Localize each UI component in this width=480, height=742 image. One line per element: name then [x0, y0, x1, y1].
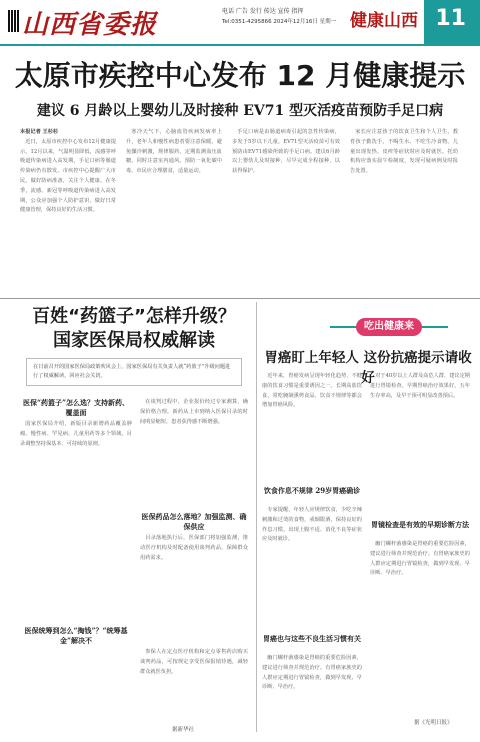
article1-col4 [350, 128, 458, 296]
article2-title-line2: 国家医保局权威解读 [53, 330, 215, 351]
article3-col3 [262, 654, 362, 724]
article1-col1 [20, 128, 116, 296]
article3-title: 胃癌盯上年轻人 这份抗癌提示请收好 [264, 350, 472, 386]
article3-col4a [370, 372, 470, 514]
article1-text4: 家长应注意孩子的饮食卫生和个人卫生，教育孩子勤洗手，不喝生水、不吃生冷食物。儿童出现发热、皮疹等症状时应及时就医。托幼机构应落实晨午检制度，发现可疑病例及时报告处置。 [350, 129, 458, 175]
column-divider [256, 302, 257, 732]
tag-label: 吃出健康来 [356, 318, 422, 336]
article2-editor-note: 在日前召开的国家医保局政策吹风会上，国家医保局有关负责人就“药篮子”升级问题进行了权威解读，回应社会关切。 [26, 358, 242, 386]
header-info-line1: 电话 广告 发行 传达 宣传 指挥 [222, 8, 304, 15]
article2-text1: 国家医保局介绍，新版目录新增药品覆盖肿瘤、慢性病、罕见病、儿童用药等多个领域，目录调整坚持保基本、可持续的原则。 [20, 421, 132, 447]
article1-subtitle: 建议 6 月龄以上婴幼儿及时接种 EV71 型灭活疫苗预防手足口病 [36, 103, 444, 119]
article3-col1 [262, 372, 362, 482]
article1-text2: 寒冷天气下，心脑血管疾病发病率上升，老年人和慢性病患者要注意保暖，避免骤冷刺激，规律服药，定期监测血压血糖。同时注意室内通风，预防一氧化碳中毒。市民应合理膳食，适量运动。 [126, 129, 222, 175]
article3-subhead2: 胃癌也与这些不良生活习惯有关 [263, 634, 361, 643]
section-title: 健康山西 [350, 11, 418, 31]
page-number-badge [424, 0, 480, 44]
article2-col4 [140, 648, 248, 720]
newspaper-logo: 山西省委报 [22, 10, 158, 40]
section-divider [0, 298, 480, 299]
article2-text4: 参保人在定点医疗机构和定点零售药店购买谈判药品，可按规定享受医保报销待遇，减轻群众就医负担。 [140, 649, 248, 675]
article1-text1: 近日，太原市疾控中心发布12月健康提示。12月以来，气温明显降低，流感等呼吸道传染病进入高发期，手足口病等肠道传染病仍有散发。市疾控中心提醒广大市民，做好防病准备，关注个人健康。在冬季，流感、新冠等呼吸道传染病进入高发期，公众应加强个人防护意识，做好日常健康管理，保持良好的生活习惯。 [20, 138, 116, 214]
article3-col2 [262, 506, 362, 626]
article3-text3: 幽门螺杆菌感染是胃癌的重要危险因素，建议进行筛查并规范治疗。有胃癌家族史的人群应定期进行胃镜检查，做到早发现、早诊断、早治疗。 [262, 655, 362, 691]
article2-text3: 目录落地执行后，医保部门将加强监测，推动医疗机构及时配备使用谈判药品，保障群众用药需求。 [140, 535, 248, 561]
article3-text3b: 幽门螺杆菌感染是胃癌的重要危险因素，建议进行筛查并规范治疗。有胃癌家族史的人群应定期进行胃镜检查，做到早发现、早诊断、早治疗。 [370, 541, 470, 577]
column-tag [330, 316, 448, 338]
article3-col4b [370, 540, 470, 716]
article3-text2: 专家提醒，年轻人应规律饮食，少吃辛辣刺激和过烫的食物，戒烟限酒，保持良好的作息习惯。出现上腹不适、消化不良等症状应及时就诊。 [262, 507, 362, 543]
article2-col1 [20, 420, 132, 720]
header-rule [0, 44, 480, 46]
article1-byline: 本报记者 王杉杉 [20, 129, 59, 135]
article3-author: 据《光明日报》 [414, 720, 453, 726]
article2-source: 据新华社 [172, 727, 195, 733]
article1-col3 [232, 128, 340, 296]
article2-text2: 在谈判过程中，企业报价经过专家测算，确保价格合理。新药从上市到纳入医保目录的时间明显缩短，患者获得感不断增强。 [140, 399, 248, 425]
article3-text4: 对于40岁以上人群及高危人群，建议定期进行胃镜检查。早期胃癌治疗效果好，五年生存率高，及早干预可明显改善预后。 [370, 373, 470, 399]
page-header [0, 0, 480, 44]
qr-code-icon [8, 10, 20, 32]
page-number: 11 [435, 6, 466, 31]
article2-subhead1: 医保“药篮子”怎么选？支持新药、覆盖面 [22, 398, 130, 417]
article2-title-line1: 百姓“药篮子”怎样升级？ [32, 306, 236, 327]
article3-text1: 近年来，胃癌发病呈现年轻化趋势，不健康的饮食习惯是重要诱因之一。长期高盐饮食、常吃腌制熏烤食品、饮食不规律等都会增加胃癌风险。 [262, 373, 362, 409]
article3-subhead1: 饮食作息不规律 29岁胃癌确诊 [263, 486, 361, 495]
article1-col2 [126, 128, 222, 296]
article2-col3 [140, 534, 248, 644]
article2-col2 [140, 398, 248, 508]
article1-text3: 手足口病是由肠道病毒引起的急性传染病，多发于5岁以下儿童。EV71型灭活疫苗可有效预防由EV71感染所致的手足口病。建议6月龄以上婴幼儿及时接种，尽早完成全程接种，以获得保护。 [232, 129, 340, 175]
article3-subhead3: 胃镜检查是有效的早期诊断方法 [371, 520, 469, 529]
article2-subhead3: 医保统筹到怎么“掏钱”？“统筹基金”解决不 [24, 626, 128, 645]
article1-title: 太原市疾控中心发布 12 月健康提示 [14, 59, 466, 92]
header-info-line2: Tel:0351-4295866 2024年12月16日 星期一 [222, 19, 337, 25]
article2-subhead2: 医保药品怎么落地？加强监测、确保供应 [141, 512, 247, 531]
